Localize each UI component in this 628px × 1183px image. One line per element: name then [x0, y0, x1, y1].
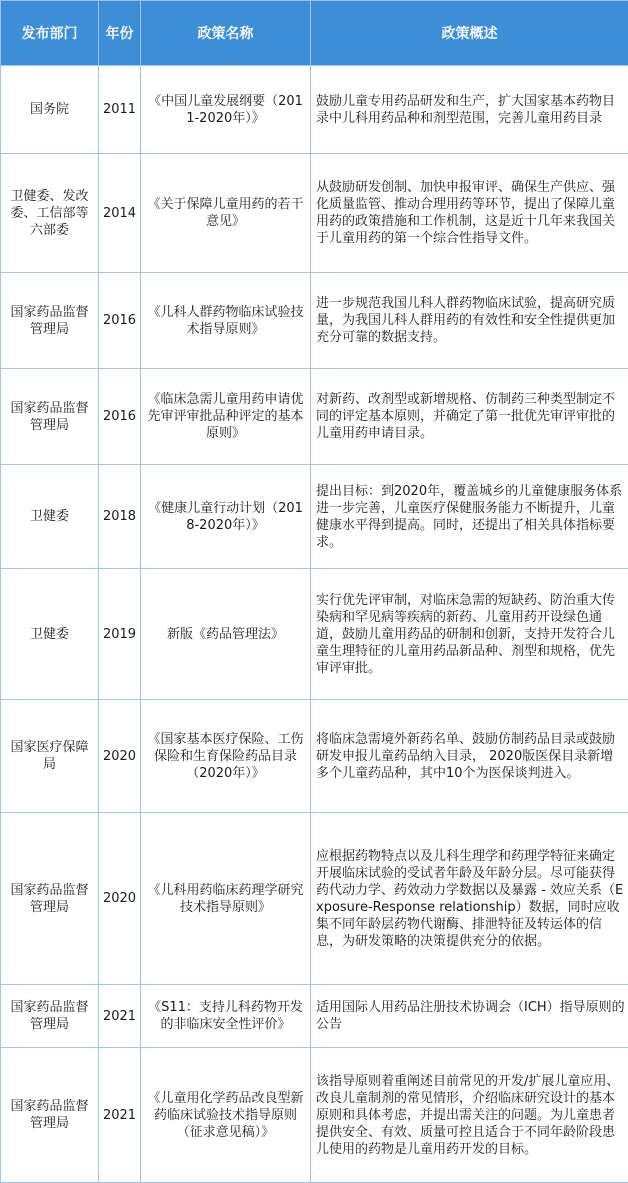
table-row [1, 154, 628, 273]
dept-cell: 国家药品监督管理局 [1, 985, 99, 1048]
policy-name-cell: 《儿科人群药物临床试验技术指导原则》 [141, 273, 311, 369]
summary-cell: 应根据药物特点以及儿科生理学和药理学特征来确定开展临床试验的受试者年龄及年龄分层。尽可能获得药代动力学、药效动力学数据以及暴露 - 效应关系（Exposure-Response relationship）数据，同时应收集不同年龄层药物代谢酶、排泄特征及转运体的信息，为研发策略的决策提供充分的依据。 [311, 813, 628, 985]
dept-cell: 卫健委 [1, 569, 99, 700]
year-cell: 2021 [99, 985, 141, 1048]
dept-cell: 国家药品监督管理局 [1, 273, 99, 369]
dept-cell: 国家医疗保障局 [1, 700, 99, 813]
summary-cell: 从鼓励研发创制、加快申报审评、确保生产供应、强化质量监管、推动合理用药等环节，提出了保障儿童用药的政策措施和工作机制，这是近十几年来我国关于儿童用药的第一个综合性指导文件。 [311, 154, 628, 273]
dept-cell: 国家药品监督管理局 [1, 369, 99, 465]
dept-cell: 国家药品监督管理局 [1, 813, 99, 985]
table-row [1, 985, 628, 1048]
header-summary: 政策概述 [311, 1, 628, 66]
header-row [1, 1, 628, 66]
table-row [1, 369, 628, 465]
summary-cell: 鼓励儿童专用药品研发和生产，扩大国家基本药物目录中儿科用药品种和剂型范围，完善儿童用药目录 [311, 66, 628, 154]
year-cell: 2016 [99, 369, 141, 465]
summary-cell: 实行优先评审制，对临床急需的短缺药、防治重大传染病和罕见病等疾病的新药、儿童用药开设绿色通道，鼓励儿童用药品的研制和创新，支持开发符合儿童生理特征的儿童用药品新品种、剂型和规格，优先审评审批。 [311, 569, 628, 700]
policy-name-cell: 《健康儿童行动计划（2018-2020年）》 [141, 465, 311, 569]
year-cell: 2019 [99, 569, 141, 700]
policy-name-cell: 《儿童用化学药品改良型新药临床试验技术指导原则（征求意见稿）》 [141, 1048, 311, 1183]
year-cell: 2018 [99, 465, 141, 569]
policy-name-cell: 《临床急需儿童用药申请优先审评审批品种评定的基本原则》 [141, 369, 311, 465]
summary-cell: 提出目标：到2020年，覆盖城乡的儿童健康服务体系进一步完善，儿童医疗保健服务能力不断提升，儿童健康水平得到提高。同时，还提出了相关具体指标要求。 [311, 465, 628, 569]
year-cell: 2011 [99, 66, 141, 154]
year-cell: 2014 [99, 154, 141, 273]
table-row [1, 66, 628, 154]
table-row [1, 465, 628, 569]
header-dept: 发布部门 [1, 1, 99, 66]
policy-name-cell: 《关于保障儿童用药的若干意见》 [141, 154, 311, 273]
year-cell: 2016 [99, 273, 141, 369]
policy-name-cell: 《国家基本医疗保险、工伤保险和生育保险药品目录（2020年）》 [141, 700, 311, 813]
dept-cell: 卫健委、发改委、工信部等六部委 [1, 154, 99, 273]
table-row [1, 700, 628, 813]
summary-cell: 适用国际人用药品注册技术协调会（ICH）指导原则的公告 [311, 985, 628, 1048]
summary-cell: 将临床急需境外新药名单、鼓励仿制药品目录或鼓励研发申报儿童药品纳入目录， 2020版医保目录新增多个儿童药品种，其中10个为医保谈判进入。 [311, 700, 628, 813]
summary-cell: 该指导原则着重阐述目前常见的开发/扩展儿童应用、改良儿童制剂的常见情形，介绍临床研究设计的基本原则和具体考虑，并提出需关注的问题。为儿童患者提供安全、有效、质量可控且适合于不同年龄阶段患儿使用的药物是儿童用药开发的目标。 [311, 1048, 628, 1183]
dept-cell: 卫健委 [1, 465, 99, 569]
policy-name-cell: 新版《药品管理法》 [141, 569, 311, 700]
table-row [1, 1048, 628, 1183]
dept-cell: 国务院 [1, 66, 99, 154]
policy-name-cell: 《中国儿童发展纲要（2011-2020年）》 [141, 66, 311, 154]
summary-cell: 进一步规范我国儿科人群药物临床试验，提高研究质量，为我国儿科人群用药的有效性和安全性提供更加充分可靠的数据支持。 [311, 273, 628, 369]
header-year: 年份 [99, 1, 141, 66]
year-cell: 2020 [99, 813, 141, 985]
table-row [1, 273, 628, 369]
dept-cell: 国家药品监督管理局 [1, 1048, 99, 1183]
policy-name-cell: 《S11：支持儿科药物开发的非临床安全性评价》 [141, 985, 311, 1048]
year-cell: 2020 [99, 700, 141, 813]
summary-cell: 对新药、改剂型或新增规格、仿制药三种类型制定不同的评定基本原则，并确定了第一批优先审评审批的儿童用药申请目录。 [311, 369, 628, 465]
header-policy-name: 政策名称 [141, 1, 311, 66]
table-row [1, 813, 628, 985]
year-cell: 2021 [99, 1048, 141, 1183]
table-row [1, 569, 628, 700]
policy-name-cell: 《儿科用药临床药理学研究技术指导原则》 [141, 813, 311, 985]
